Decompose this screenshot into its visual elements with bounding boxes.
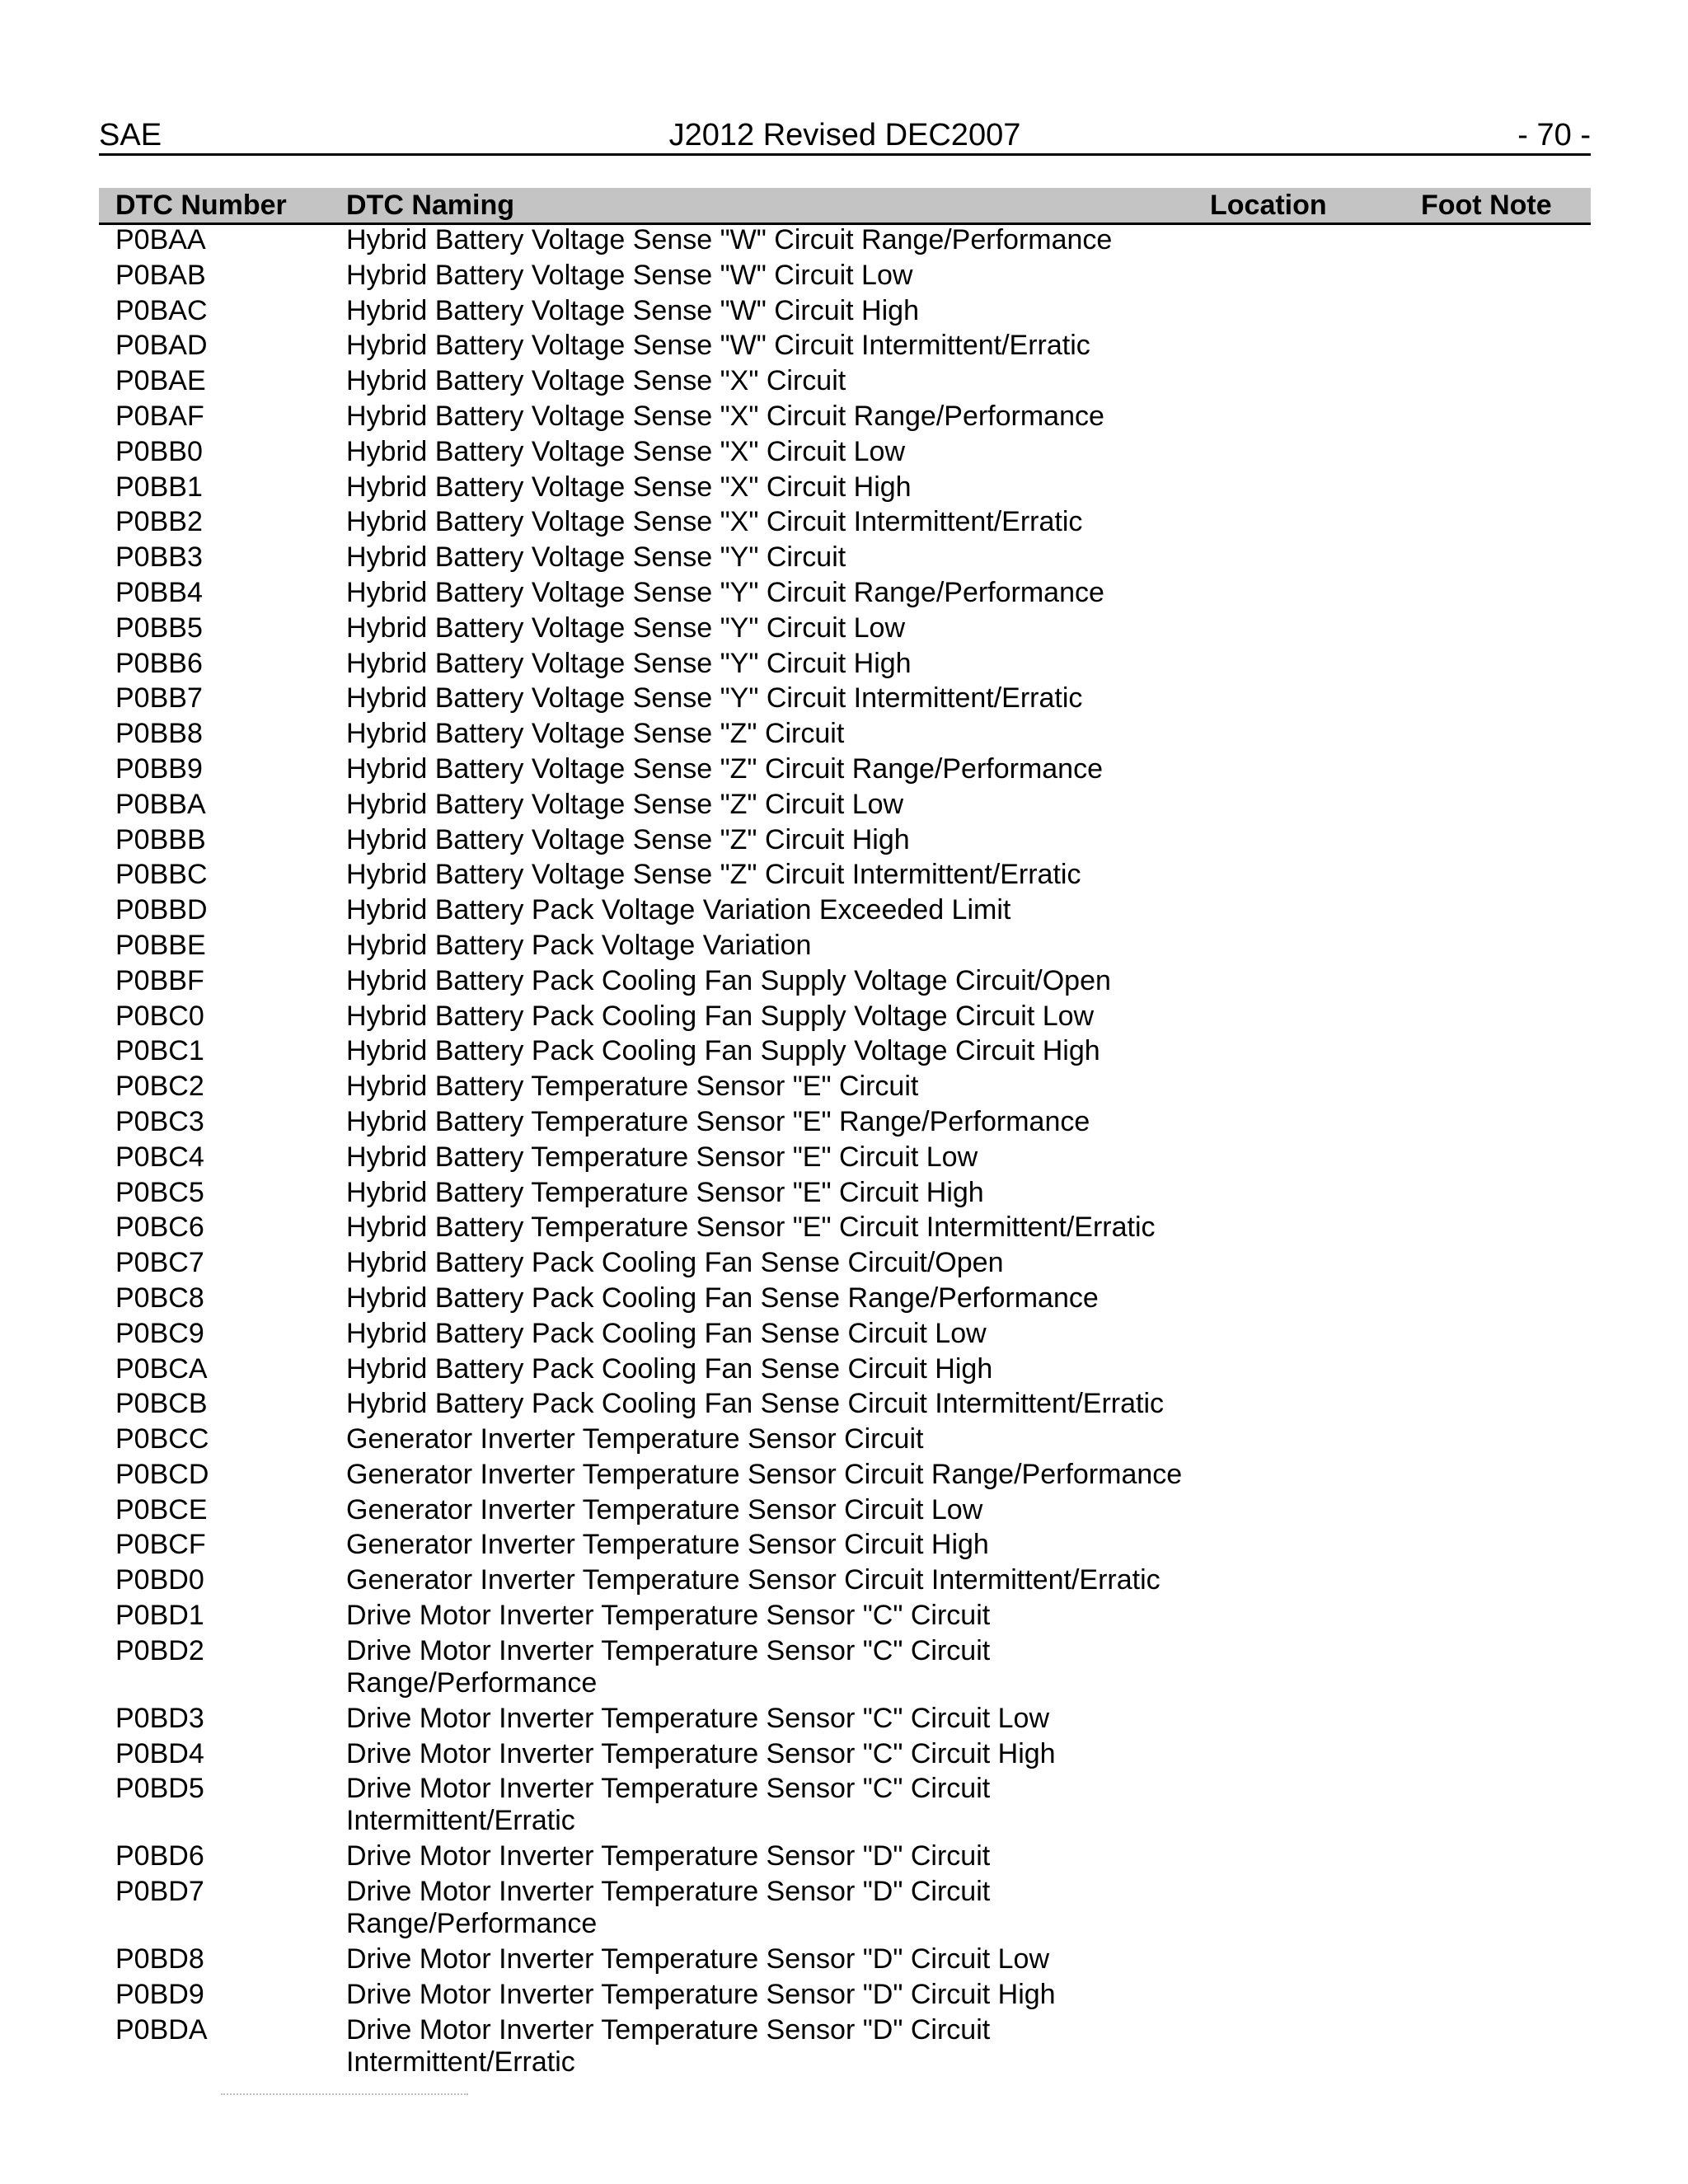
header-org: SAE: [99, 118, 162, 152]
table-row: [99, 789, 1591, 824]
column-header-foot-note: Foot Note: [1421, 190, 1552, 221]
dtc-description-line: Intermittent/Erratic: [346, 2046, 575, 2078]
dtc-description-line: Generator Inverter Temperature Sensor Circuit Range/Performance: [346, 1458, 1183, 1490]
dtc-description-line: Drive Motor Inverter Temperature Sensor "D" Circuit: [346, 1840, 991, 1872]
table-row: [99, 1318, 1591, 1353]
dtc-description-line: Hybrid Battery Voltage Sense "X" Circuit Range/Performance: [346, 400, 1104, 432]
dtc-description: [346, 612, 905, 644]
dtc-code: P0BD9: [115, 1979, 204, 2011]
dtc-description-line: Drive Motor Inverter Temperature Sensor "D" Circuit: [346, 2013, 991, 2046]
dtc-description: [346, 2014, 990, 2079]
dtc-description-line: Hybrid Battery Temperature Sensor "E" Circuit High: [346, 1176, 984, 1208]
table-row: [99, 1071, 1591, 1106]
dtc-description-line: Hybrid Battery Pack Cooling Fan Sense Circuit Intermittent/Erratic: [346, 1388, 1165, 1420]
table-row: [99, 1564, 1591, 1600]
dtc-description: [346, 682, 1082, 715]
dtc-description: [346, 1564, 1160, 1596]
table-row: [99, 577, 1591, 612]
dtc-description: [346, 1071, 918, 1103]
dtc-description: [346, 1001, 1094, 1033]
dtc-description-line: Hybrid Battery Voltage Sense "Z" Circuit Intermittent/Erratic: [346, 859, 1081, 891]
dtc-description-line: Hybrid Battery Voltage Sense "Y" Circuit Range/Performance: [346, 576, 1104, 608]
dtc-description: [346, 1703, 1049, 1735]
dtc-description: [346, 1840, 990, 1872]
dtc-code: P0BB4: [115, 576, 203, 608]
dtc-description: [346, 1035, 1100, 1067]
dtc-description: [346, 789, 903, 821]
dtc-description: [346, 224, 1112, 256]
dtc-description: [346, 930, 811, 962]
header-page-number: - 70 -: [1517, 118, 1591, 152]
table-row: [99, 1703, 1591, 1738]
dtc-description-line: Hybrid Battery Voltage Sense "Z" Circuit High: [346, 823, 910, 855]
table-row: [99, 1494, 1591, 1530]
table-row: [99, 894, 1591, 930]
dtc-description: [346, 1459, 1182, 1491]
dtc-description: [346, 1943, 1049, 1975]
dtc-description-line: Hybrid Battery Voltage Sense "W" Circuit High: [346, 294, 919, 326]
dtc-description: [346, 401, 1104, 433]
dtc-code: P0BD5: [115, 1773, 204, 1805]
dtc-description: [346, 824, 910, 856]
dtc-description-line: Hybrid Battery Temperature Sensor "E" Range/Performance: [346, 1105, 1090, 1137]
table-row: [99, 1738, 1591, 1774]
dtc-description-line: Drive Motor Inverter Temperature Sensor "D" Circuit: [346, 1876, 991, 1908]
dtc-description: [346, 1979, 1056, 2011]
table-row: [99, 1423, 1591, 1459]
dtc-description: [346, 365, 846, 397]
dtc-description-line: Hybrid Battery Temperature Sensor "E" Circuit: [346, 1071, 919, 1103]
dtc-description-line: Hybrid Battery Pack Cooling Fan Supply Voltage Circuit Low: [346, 1000, 1095, 1032]
dtc-code: P0BAD: [115, 330, 208, 362]
dtc-description-line: Hybrid Battery Voltage Sense "X" Circuit Low: [346, 435, 906, 467]
dtc-description: [346, 295, 919, 327]
table-row: [99, 859, 1591, 894]
table-row: [99, 1247, 1591, 1282]
dtc-description-line: Hybrid Battery Voltage Sense "X" Circuit High: [346, 471, 912, 503]
table-row: [99, 1600, 1591, 1635]
dtc-description-line: Hybrid Battery Voltage Sense "Y" Circuit High: [346, 647, 912, 679]
dtc-description-line: Drive Motor Inverter Temperature Sensor "C" Circuit High: [346, 1737, 1056, 1769]
dtc-description: [346, 1353, 992, 1385]
table-row: [99, 330, 1591, 365]
dtc-description: [346, 541, 846, 574]
dtc-code: P0BB1: [115, 471, 203, 503]
dtc-description: [346, 1141, 978, 1174]
table-row: [99, 1212, 1591, 1247]
dtc-code: P0BD8: [115, 1943, 204, 1975]
dtc-code: P0BBE: [115, 929, 206, 961]
table-row: [99, 471, 1591, 507]
dtc-description-line: Drive Motor Inverter Temperature Sensor "D" Circuit Low: [346, 1943, 1050, 1975]
dtc-code: P0BC1: [115, 1035, 204, 1067]
dtc-code: P0BDA: [115, 2013, 208, 2046]
dtc-description-line: Hybrid Battery Voltage Sense "Z" Circuit Low: [346, 788, 904, 820]
dtc-code: P0BC5: [115, 1176, 204, 1208]
dtc-description-line: Hybrid Battery Voltage Sense "Y" Circuit: [346, 541, 846, 574]
dtc-code: P0BBA: [115, 788, 206, 820]
table-row: [99, 612, 1591, 648]
dtc-description-line: Hybrid Battery Voltage Sense "W" Circuit Low: [346, 259, 913, 291]
dtc-code: P0BD0: [115, 1564, 204, 1596]
dtc-description: [346, 859, 1081, 891]
table-row: [99, 718, 1591, 753]
dtc-code: P0BBF: [115, 964, 204, 996]
dtc-code: P0BAE: [115, 365, 206, 397]
dtc-code: P0BB0: [115, 435, 203, 467]
dtc-description-line: Hybrid Battery Voltage Sense "W" Circuit Range/Performance: [346, 224, 1113, 255]
dtc-description-line: Hybrid Battery Pack Cooling Fan Supply Voltage Circuit High: [346, 1035, 1100, 1067]
column-header-dtc-naming: DTC Naming: [346, 190, 514, 221]
dtc-description: [346, 1876, 990, 1940]
dtc-code: P0BD7: [115, 1876, 204, 1908]
dtc-description-line: Hybrid Battery Voltage Sense "X" Circuit: [346, 365, 846, 397]
dtc-description-line: Hybrid Battery Pack Cooling Fan Sense Range/Performance: [346, 1282, 1099, 1314]
table-row: [99, 1459, 1591, 1494]
dtc-description-line: Hybrid Battery Pack Cooling Fan Supply Voltage Circuit/Open: [346, 964, 1111, 996]
dtc-description: [346, 1494, 982, 1526]
dtc-description: [346, 436, 905, 468]
header-document-id: J2012 Revised DEC2007: [668, 118, 1021, 152]
dtc-code: P0BC7: [115, 1247, 204, 1279]
dtc-code: P0BB6: [115, 647, 203, 679]
dtc-description-line: Hybrid Battery Voltage Sense "X" Circuit Intermittent/Erratic: [346, 506, 1083, 538]
table-header: [99, 188, 1591, 225]
table-row: [99, 2014, 1591, 2082]
table-row: [99, 1106, 1591, 1141]
table-row: [99, 224, 1591, 260]
dtc-description: [346, 1773, 990, 1837]
dtc-code: P0BD1: [115, 1600, 204, 1632]
dtc-description: [346, 1212, 1156, 1244]
dtc-code: P0BD4: [115, 1737, 204, 1769]
table-row: [99, 1840, 1591, 1876]
table-row: [99, 1876, 1591, 1943]
dtc-description-line: Intermittent/Erratic: [346, 1805, 575, 1837]
table-row: [99, 930, 1591, 965]
dtc-description: [346, 1106, 1090, 1138]
dtc-description-line: Drive Motor Inverter Temperature Sensor "C" Circuit: [346, 1773, 991, 1805]
table-row: [99, 506, 1591, 541]
dtc-description-line: Drive Motor Inverter Temperature Sensor "C" Circuit: [346, 1600, 991, 1632]
dtc-table-body: [99, 224, 1591, 2082]
dtc-description: [346, 1738, 1056, 1770]
column-header-location: Location: [1210, 190, 1327, 221]
dtc-code: P0BAF: [115, 400, 204, 432]
table-row: [99, 824, 1591, 860]
table-row: [99, 401, 1591, 436]
dtc-description-line: Hybrid Battery Pack Voltage Variation: [346, 929, 812, 961]
table-row: [99, 1943, 1591, 1979]
table-row: [99, 1282, 1591, 1318]
dtc-description: [346, 260, 912, 292]
dtc-description: [346, 1318, 987, 1350]
table-row: [99, 295, 1591, 330]
dtc-code: P0BCF: [115, 1529, 206, 1561]
table-row: [99, 260, 1591, 295]
dtc-code: P0BC4: [115, 1141, 204, 1173]
table-row: [99, 1001, 1591, 1036]
table-row: [99, 436, 1591, 471]
dtc-description-line: Hybrid Battery Voltage Sense "W" Circuit Intermittent/Erratic: [346, 330, 1090, 362]
dtc-description: [346, 506, 1082, 538]
dtc-code: P0BAC: [115, 294, 208, 326]
dtc-description: [346, 1282, 1099, 1315]
dtc-description-line: Generator Inverter Temperature Sensor Circuit High: [346, 1529, 989, 1561]
dtc-description-line: Hybrid Battery Voltage Sense "Y" Circuit Intermittent/Erratic: [346, 682, 1083, 715]
dtc-description-line: Hybrid Battery Voltage Sense "Y" Circuit Low: [346, 612, 906, 644]
dtc-description-line: Hybrid Battery Voltage Sense "Z" Circuit: [346, 718, 845, 750]
dtc-code: P0BB5: [115, 612, 203, 644]
table-row: [99, 648, 1591, 683]
dtc-description-line: Generator Inverter Temperature Sensor Circuit Low: [346, 1493, 983, 1526]
table-row: [99, 682, 1591, 718]
table-row: [99, 541, 1591, 577]
column-header-dtc-number: DTC Number: [115, 190, 287, 221]
dtc-description-line: Hybrid Battery Temperature Sensor "E" Circuit Intermittent/Erratic: [346, 1212, 1156, 1244]
table-row: [99, 1141, 1591, 1177]
dtc-description: [346, 1388, 1164, 1420]
dtc-description-line: Hybrid Battery Voltage Sense "Z" Circuit Range/Performance: [346, 752, 1103, 785]
table-row: [99, 1035, 1591, 1071]
dtc-description-line: Range/Performance: [346, 1908, 598, 1940]
table-row: [99, 1635, 1591, 1703]
dtc-code: P0BBB: [115, 823, 206, 855]
table-row: [99, 1353, 1591, 1389]
dtc-code: P0BD3: [115, 1702, 204, 1734]
dtc-code: P0BB3: [115, 541, 203, 574]
dtc-code: P0BB7: [115, 682, 203, 715]
table-row: [99, 1388, 1591, 1423]
dtc-code: P0BB9: [115, 752, 203, 785]
dtc-code: P0BC0: [115, 1000, 204, 1032]
dtc-code: P0BB8: [115, 718, 203, 750]
dtc-code: P0BAA: [115, 224, 206, 255]
dtc-description-line: Generator Inverter Temperature Sensor Circuit Intermittent/Erratic: [346, 1564, 1160, 1596]
dtc-description: [346, 753, 1103, 785]
dtc-code: P0BD6: [115, 1840, 204, 1872]
dtc-description: [346, 1635, 990, 1699]
dtc-description: [346, 965, 1111, 997]
dtc-code: P0BCD: [115, 1458, 209, 1490]
table-row: [99, 1979, 1591, 2014]
table-row: [99, 753, 1591, 789]
dtc-code: P0BC8: [115, 1282, 204, 1314]
dtc-code: P0BC9: [115, 1317, 204, 1349]
dtc-description-line: Drive Motor Inverter Temperature Sensor "D" Circuit High: [346, 1979, 1056, 2011]
dtc-code: P0BCA: [115, 1352, 208, 1385]
table-row: [99, 1773, 1591, 1840]
dtc-description-line: Hybrid Battery Pack Cooling Fan Sense Circuit/Open: [346, 1247, 1004, 1279]
table-row: [99, 965, 1591, 1001]
dtc-description: [346, 1529, 989, 1561]
dtc-code: P0BC6: [115, 1212, 204, 1244]
dtc-description: [346, 330, 1090, 362]
dtc-description: [346, 577, 1104, 609]
dtc-description: [346, 1247, 1003, 1279]
table-row: [99, 1177, 1591, 1212]
dtc-description: [346, 1600, 990, 1632]
dtc-description: [346, 718, 844, 750]
dtc-code: P0BBD: [115, 894, 208, 926]
dtc-code: P0BD2: [115, 1634, 204, 1666]
dtc-description-line: Generator Inverter Temperature Sensor Circuit: [346, 1423, 924, 1455]
dtc-description-line: Drive Motor Inverter Temperature Sensor "C" Circuit: [346, 1634, 991, 1666]
dtc-description-line: Hybrid Battery Pack Cooling Fan Sense Circuit High: [346, 1352, 993, 1385]
dtc-code: P0BCE: [115, 1493, 208, 1526]
page-header: [99, 117, 1591, 156]
dtc-description-line: Hybrid Battery Pack Cooling Fan Sense Circuit Low: [346, 1317, 987, 1349]
dtc-description: [346, 1177, 984, 1209]
dtc-code: P0BAB: [115, 259, 206, 291]
dtc-description: [346, 894, 1010, 926]
table-row: [99, 1529, 1591, 1564]
dtc-description-line: Hybrid Battery Temperature Sensor "E" Circuit Low: [346, 1141, 978, 1173]
footer-scan-mark: [221, 2093, 468, 2095]
dtc-code: P0BCC: [115, 1423, 209, 1455]
dtc-code: P0BCB: [115, 1388, 208, 1420]
dtc-description-line: Range/Performance: [346, 1666, 598, 1699]
dtc-code: P0BB2: [115, 506, 203, 538]
dtc-code: P0BC2: [115, 1071, 204, 1103]
table-row: [99, 365, 1591, 401]
dtc-code: P0BBC: [115, 859, 208, 891]
dtc-description: [346, 1423, 923, 1455]
dtc-description: [346, 471, 912, 504]
dtc-description: [346, 648, 912, 680]
dtc-description-line: Drive Motor Inverter Temperature Sensor "C" Circuit Low: [346, 1702, 1050, 1734]
dtc-description-line: Hybrid Battery Pack Voltage Variation Exceeded Limit: [346, 894, 1011, 926]
dtc-code: P0BC3: [115, 1105, 204, 1137]
